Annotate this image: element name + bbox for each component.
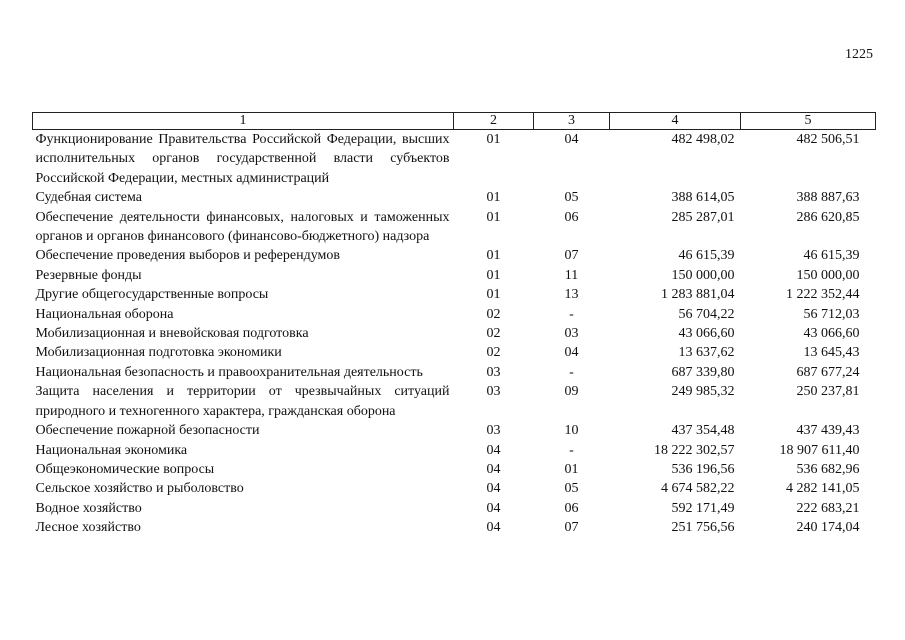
row-name: Обеспечение пожарной безопасности (35, 423, 260, 439)
header-col-3: 3 (534, 113, 610, 130)
row-value-col5: 687 677,24 (796, 364, 860, 380)
row-subsection-code: 03 (564, 326, 579, 342)
table-row (33, 130, 876, 189)
row-name: Сельское хозяйство и рыболовство (35, 481, 244, 497)
table-row (33, 266, 876, 285)
row-subsection-code: 09 (564, 384, 579, 400)
row-value-col4: 536 196,56 (671, 461, 735, 477)
row-value-col5: 43 066,60 (803, 326, 860, 342)
row-subsection-code: 04 (564, 345, 579, 361)
row-value-col5: 56 712,03 (803, 306, 860, 322)
row-section-code: 03 (486, 364, 501, 380)
row-subsection-code: 13 (564, 287, 579, 303)
row-section-code: 04 (486, 481, 501, 497)
row-value-col4: 150 000,00 (671, 267, 735, 283)
row-name: Другие общегосударственные вопросы (35, 287, 269, 303)
row-name: Мобилизационная и вневойсковая подготовка (35, 326, 309, 342)
table-row (33, 188, 876, 207)
row-name: Национальная оборона (35, 306, 174, 322)
row-value-col5: 437 439,43 (796, 423, 860, 439)
row-name: Обеспечение проведения выборов и референдумов (35, 248, 340, 264)
table-row (33, 343, 876, 362)
row-subsection-code: - (569, 364, 574, 380)
table-row (33, 305, 876, 324)
header-col-4: 4 (610, 113, 741, 130)
row-section-code: 01 (486, 132, 501, 147)
row-subsection-code: 10 (564, 423, 579, 439)
row-section-code: 02 (486, 345, 501, 361)
row-value-col4: 592 171,49 (671, 500, 735, 516)
row-name: Мобилизационная подготовка экономики (35, 345, 282, 361)
row-section-code: 04 (486, 461, 501, 477)
table-body (33, 130, 876, 538)
table-row (33, 246, 876, 265)
table-row (33, 460, 876, 479)
row-value-col4: 13 637,62 (678, 345, 735, 361)
budget-table (32, 112, 876, 538)
row-name: Резервные фонды (35, 267, 142, 283)
row-value-col4: 482 498,02 (671, 132, 735, 147)
row-subsection-code: 04 (564, 132, 579, 147)
row-subsection-code: - (569, 306, 574, 322)
row-value-col5: 286 620,85 (796, 209, 860, 225)
row-value-col4: 18 222 302,57 (654, 442, 735, 458)
table-row (33, 479, 876, 498)
row-section-code: 04 (486, 500, 501, 516)
table-row (33, 208, 876, 247)
row-section-code: 03 (486, 384, 501, 400)
table-row (33, 518, 876, 537)
row-value-col5: 536 682,96 (796, 461, 860, 477)
row-value-col4: 1 283 881,04 (661, 287, 735, 303)
row-subsection-code: 05 (564, 190, 579, 206)
row-value-col5: 388 887,63 (796, 190, 860, 206)
row-name: Водное хозяйство (35, 500, 142, 516)
row-subsection-code: 07 (564, 520, 579, 536)
row-subsection-code: 06 (564, 209, 579, 225)
row-section-code: 03 (486, 423, 501, 439)
row-value-col5: 1 222 352,44 (786, 287, 860, 303)
row-subsection-code: 11 (564, 267, 579, 283)
row-value-col5: 13 645,43 (803, 345, 860, 361)
row-value-col5: 18 907 611,40 (779, 442, 860, 458)
row-value-col4: 43 066,60 (678, 326, 735, 342)
row-value-col5: 482 506,51 (796, 132, 860, 147)
row-name: Общеэкономические вопросы (35, 461, 215, 477)
row-section-code: 04 (486, 442, 501, 458)
row-value-col5: 4 282 141,05 (786, 481, 860, 497)
row-name: Обеспечение деятельности финансовых, налоговых и таможенных органов и органов финансового (финансово-бюджетного) надзора (35, 209, 450, 245)
row-subsection-code: 06 (564, 500, 579, 516)
row-name: Лесное хозяйство (35, 520, 141, 536)
row-value-col5: 240 174,04 (796, 520, 860, 536)
row-name: Судебная система (35, 190, 142, 206)
row-value-col4: 46 615,39 (678, 248, 735, 264)
row-name: Национальная экономика (35, 442, 188, 458)
row-value-col5: 150 000,00 (796, 267, 860, 283)
table-row (33, 382, 876, 421)
row-section-code: 01 (486, 267, 501, 283)
row-value-col4: 285 287,01 (671, 209, 735, 225)
row-value-col4: 251 756,56 (671, 520, 735, 536)
row-value-col4: 437 354,48 (671, 423, 735, 439)
page-number: 1225 (845, 47, 873, 62)
row-name: Защита населения и территории от чрезвычайных ситуаций природного и техногенного характера, гражданская оборона (35, 384, 450, 419)
header-col-1: 1 (33, 113, 454, 130)
row-section-code: 02 (486, 326, 501, 342)
row-subsection-code: 07 (564, 248, 579, 264)
row-value-col5: 250 237,81 (796, 384, 860, 400)
table-row (33, 324, 876, 343)
row-value-col4: 249 985,32 (671, 384, 735, 400)
row-value-col4: 4 674 582,22 (661, 481, 735, 497)
row-section-code: 02 (486, 306, 501, 322)
row-name: Национальная безопасность и правоохранительная деятельность (35, 364, 423, 380)
row-section-code: 01 (486, 209, 501, 225)
row-section-code: 01 (486, 190, 501, 206)
table-row (33, 441, 876, 460)
row-value-col5: 46 615,39 (803, 248, 860, 264)
row-section-code: 04 (486, 520, 501, 536)
header-row (33, 113, 876, 130)
row-value-col4: 687 339,80 (671, 364, 735, 380)
table-row (33, 499, 876, 518)
table-row (33, 285, 876, 304)
row-section-code: 01 (486, 287, 501, 303)
row-subsection-code: 01 (564, 461, 579, 477)
header-col-5: 5 (741, 113, 876, 130)
table-row (33, 363, 876, 382)
row-section-code: 01 (486, 248, 501, 264)
row-value-col4: 388 614,05 (671, 190, 735, 206)
row-value-col4: 56 704,22 (678, 306, 735, 322)
table-row (33, 421, 876, 440)
row-subsection-code: - (569, 442, 574, 458)
row-name: Функционирование Правительства Российской Федерации, высших исполнительных органов государственной власти субъектов Российской Федерации, местных администраций (35, 132, 450, 186)
row-subsection-code: 05 (564, 481, 579, 497)
header-col-2: 2 (454, 113, 534, 130)
row-value-col5: 222 683,21 (796, 500, 860, 516)
